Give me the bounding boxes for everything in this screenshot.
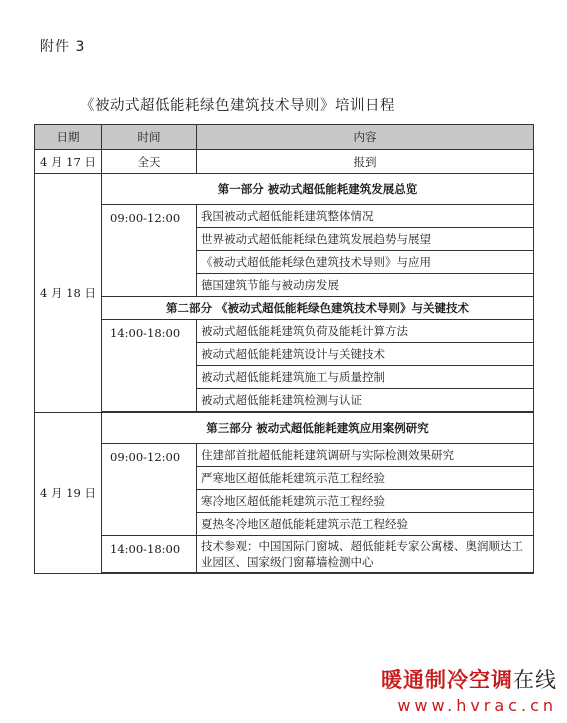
content-cell: 严寒地区超低能耗建筑示范工程经验	[197, 467, 534, 490]
table-row	[35, 536, 534, 573]
watermark	[381, 664, 557, 715]
table-row	[35, 174, 534, 205]
content-cell: 被动式超低能耗建筑设计与关键技术	[197, 343, 534, 366]
watermark-brand-name: 暖通制冷空调	[381, 668, 513, 692]
content-cell: 我国被动式超低能耗建筑整体情况	[197, 205, 534, 228]
content-cell: 被动式超低能耗建筑检测与认证	[197, 389, 534, 412]
table-row	[35, 320, 534, 343]
content-cell: 被动式超低能耗建筑负荷及能耗计算方法	[197, 320, 534, 343]
time-cell: 09:00-12:00	[102, 444, 197, 536]
table-row	[35, 297, 534, 320]
time-cell: 14:00-18:00	[102, 320, 197, 412]
table-row	[35, 205, 534, 228]
time-cell: 全天	[102, 150, 197, 174]
content-cell: 世界被动式超低能耗绿色建筑发展趋势与展望	[197, 228, 534, 251]
section-title: 第三部分 被动式超低能耗建筑应用案例研究	[102, 413, 534, 444]
content-cell: 被动式超低能耗建筑施工与质量控制	[197, 366, 534, 389]
header-time: 时间	[102, 125, 197, 150]
header-date: 日期	[35, 125, 102, 150]
header-content: 内容	[197, 125, 534, 150]
table-row	[35, 444, 534, 467]
watermark-brand	[381, 664, 557, 694]
content-cell: 住建部首批超低能耗建筑调研与实际检测效果研究	[197, 444, 534, 467]
content-cell: 技术参观：中国国际门窗城、超低能耗专家公寓楼、奥润顺达工业园区、国家级门窗幕墙检测中心	[197, 536, 534, 573]
content-cell: 《被动式超低能耗绿色建筑技术导则》与应用	[197, 251, 534, 274]
content-cell: 寒冷地区超低能耗建筑示范工程经验	[197, 490, 534, 513]
time-cell: 14:00-18:00	[102, 536, 197, 573]
page-title: 《被动式超低能耗绿色建筑技术导则》培训日程	[80, 98, 395, 114]
date-cell: 4 月 19 日	[35, 413, 102, 574]
content-cell: 夏热冬冷地区超低能耗建筑示范工程经验	[197, 513, 534, 536]
date-cell: 4 月 17 日	[35, 150, 102, 174]
attachment-label: 附件 3	[40, 39, 86, 55]
watermark-suffix: 在线	[513, 668, 557, 692]
content-cell: 德国建筑节能与被动房发展	[197, 274, 534, 297]
table-row	[35, 413, 534, 444]
section-title: 第二部分 《被动式超低能耗绿色建筑技术导则》与关键技术	[102, 297, 534, 320]
table-header-row	[35, 125, 534, 150]
spacer-cell	[102, 573, 534, 574]
schedule-table	[34, 124, 534, 574]
section-title: 第一部分 被动式超低能耗建筑发展总览	[102, 174, 534, 205]
time-cell: 09:00-12:00	[102, 205, 197, 297]
watermark-url: www.hvrac.cn	[397, 696, 557, 715]
table-row	[35, 573, 534, 574]
date-cell: 4 月 18 日	[35, 174, 102, 413]
content-cell: 报到	[197, 150, 534, 174]
table-row	[35, 150, 534, 174]
